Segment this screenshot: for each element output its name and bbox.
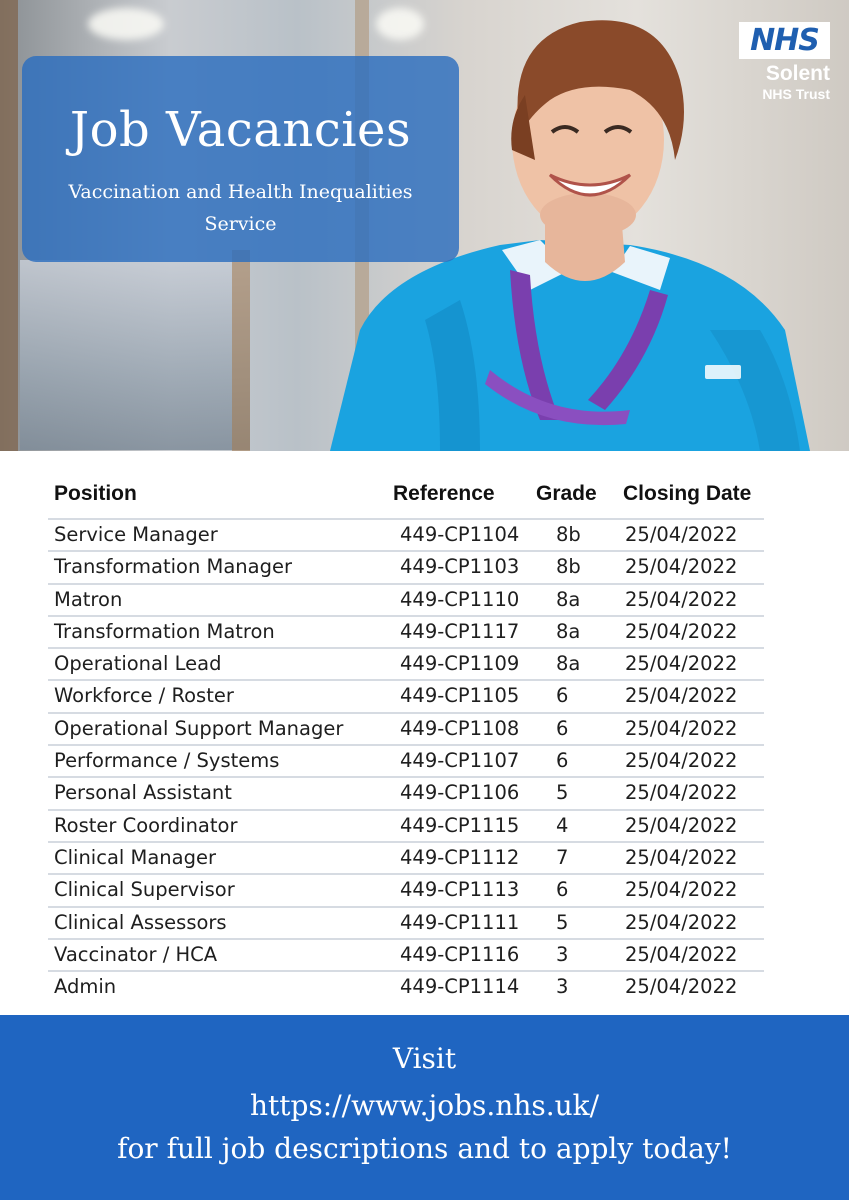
cell-position: Operational Support Manager (54, 716, 344, 740)
cell-reference: 449-CP1104 (400, 523, 520, 546)
cell-reference: 449-CP1103 (400, 555, 520, 579)
cell-position: Vaccinator / HCA (54, 942, 218, 966)
cell-closing-date: 25/04/2022 (625, 684, 738, 708)
hero-doorframe (0, 0, 18, 451)
cell-position: Service Manager (54, 523, 218, 546)
cell-reference: 449-CP1107 (400, 749, 520, 773)
cell-grade: 6 (556, 878, 569, 902)
table-row (48, 873, 764, 905)
cell-position: Roster Coordinator (54, 813, 238, 837)
cell-reference: 449-CP1111 (400, 910, 520, 934)
cell-position: Clinical Assessors (54, 910, 227, 934)
cell-closing-date: 25/04/2022 (625, 716, 738, 740)
cell-closing-date: 25/04/2022 (625, 652, 738, 676)
cell-grade: 4 (556, 813, 569, 837)
cell-grade: 6 (556, 716, 569, 740)
cell-reference: 449-CP1106 (400, 781, 520, 805)
cell-reference: 449-CP1117 (400, 619, 520, 643)
cell-reference: 449-CP1108 (400, 716, 520, 740)
nhs-logo-trust: NHS Trust (762, 86, 830, 102)
cell-grade: 5 (556, 910, 569, 934)
header-closing-date: Closing Date (623, 482, 752, 505)
cell-position: Operational Lead (54, 652, 222, 676)
cell-reference: 449-CP1115 (400, 813, 520, 837)
cell-grade: 6 (556, 749, 569, 773)
hero-doorframe (232, 250, 250, 451)
cell-closing-date: 25/04/2022 (625, 587, 738, 611)
cell-closing-date: 25/04/2022 (625, 878, 738, 902)
cell-grade: 3 (556, 942, 569, 966)
cell-reference: 449-CP1114 (400, 975, 520, 999)
cell-position: Clinical Manager (54, 845, 216, 869)
table-header (48, 478, 764, 518)
cell-grade: 8a (556, 587, 581, 611)
cell-closing-date: 25/04/2022 (625, 910, 738, 934)
cell-reference: 449-CP1116 (400, 942, 520, 966)
table-row (48, 809, 764, 841)
cell-closing-date: 25/04/2022 (625, 845, 738, 869)
cell-grade: 8a (556, 652, 581, 676)
table-row (48, 776, 764, 808)
cell-closing-date: 25/04/2022 (625, 781, 738, 805)
vacancies-table (48, 478, 764, 1002)
cell-reference: 449-CP1105 (400, 684, 520, 708)
cell-position: Admin (54, 975, 117, 999)
ceiling-light (88, 8, 164, 40)
table-row (48, 744, 764, 776)
cell-reference: 449-CP1110 (400, 587, 520, 611)
cell-closing-date: 25/04/2022 (625, 749, 738, 773)
table-row (48, 583, 764, 615)
table-row (48, 938, 764, 970)
header-reference: Reference (393, 482, 495, 505)
cell-position: Transformation Manager (54, 555, 292, 579)
cell-grade: 8b (556, 555, 581, 579)
table-row (48, 679, 764, 711)
cell-grade: 7 (556, 845, 569, 869)
hero-corridor (20, 260, 250, 450)
cell-reference: 449-CP1112 (400, 845, 520, 869)
cell-grade: 3 (556, 975, 569, 999)
cell-grade: 5 (556, 781, 569, 805)
cell-position: Performance / Systems (54, 749, 280, 773)
cell-grade: 6 (556, 684, 569, 708)
cell-closing-date: 25/04/2022 (625, 975, 738, 999)
cell-position: Matron (54, 587, 123, 611)
footer-call-to-action: for full job descriptions and to apply today! (117, 1132, 732, 1165)
nhs-solent-logo (738, 22, 830, 112)
table-row (48, 970, 764, 1002)
table-row (48, 647, 764, 679)
cell-closing-date: 25/04/2022 (625, 555, 738, 579)
cell-position: Clinical Supervisor (54, 878, 235, 902)
cell-closing-date: 25/04/2022 (625, 813, 738, 837)
cell-reference: 449-CP1113 (400, 878, 520, 902)
table-row (48, 550, 764, 582)
table-row (48, 712, 764, 744)
footer-url-link[interactable]: https://www.jobs.nhs.uk/ (249, 1089, 600, 1122)
cell-closing-date: 25/04/2022 (625, 942, 738, 966)
cell-grade: 8a (556, 619, 581, 643)
cell-reference: 449-CP1109 (400, 652, 520, 676)
table-row (48, 906, 764, 938)
header-position: Position (54, 482, 137, 505)
nhs-logo-mark: NHS (739, 22, 830, 59)
title-panel (22, 56, 459, 262)
cell-closing-date: 25/04/2022 (625, 523, 738, 546)
cell-position: Transformation Matron (54, 619, 275, 643)
cell-grade: 8b (556, 523, 581, 546)
cell-closing-date: 25/04/2022 (625, 619, 738, 643)
page-title: Job Vacancies (69, 102, 412, 158)
table-row (48, 615, 764, 647)
footer-banner (0, 1015, 849, 1200)
footer-visit: Visit (392, 1042, 457, 1075)
table-row (48, 841, 764, 873)
nhs-logo-org: Solent (765, 62, 830, 85)
header-grade: Grade (536, 482, 597, 505)
cell-position: Workforce / Roster (54, 684, 234, 708)
page-subtitle: Vaccination and Health Inequalities Service (68, 181, 413, 235)
cell-position: Personal Assistant (54, 781, 232, 805)
table-row (48, 518, 764, 550)
